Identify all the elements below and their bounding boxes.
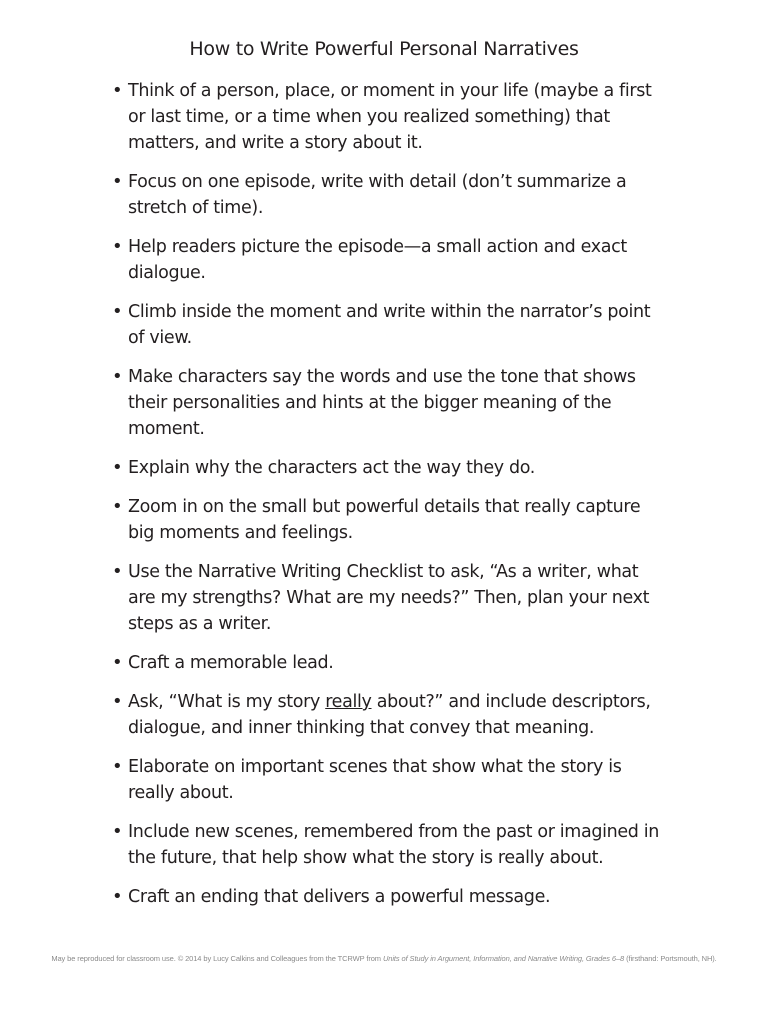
list-item-text: Focus on one episode, write with detail (don’t summarize a stretch of time). — [128, 172, 627, 218]
list-item — [112, 299, 662, 351]
list-item — [112, 169, 662, 221]
list-item-text: Craft a memorable lead. — [128, 653, 334, 673]
list-item-text: Include new scenes, remembered from the past or imagined in the future, that help show what the story is really about. — [128, 822, 660, 868]
footer-prefix: May be reproduced for classroom use. © 2014 by Lucy Calkins and Colleagues from the TCRWP from — [51, 954, 383, 963]
list-item-text: Make characters say the words and use the tone that shows their personalities and hints at the bigger meaning of the moment. — [128, 367, 636, 439]
list-item — [112, 689, 662, 741]
list-item — [112, 754, 662, 806]
list-item — [112, 559, 662, 637]
page-title: How to Write Powerful Personal Narratives — [189, 38, 579, 60]
list-item — [112, 494, 662, 546]
bullet-icon: • — [112, 756, 123, 777]
list-item-text-after: about?” and include descriptors, dialogue, and inner thinking that convey that meaning. — [128, 692, 651, 738]
list-item-text: Help readers picture the episode—a small action and exact dialogue. — [128, 237, 627, 283]
list-item — [112, 455, 662, 481]
tips-list — [112, 78, 662, 923]
bullet-icon: • — [112, 496, 123, 517]
list-item-text-before: Ask, “What is my story — [128, 692, 326, 712]
footer-book-title: Units of Study in Argument, Information, and Narrative Writing, Grades 6–8 — [382, 954, 625, 963]
bullet-icon: • — [112, 886, 123, 907]
list-item — [112, 819, 662, 871]
list-item-text: Elaborate on important scenes that show what the story is really about. — [128, 757, 622, 803]
list-item-text: Craft an ending that delivers a powerful message. — [128, 887, 551, 907]
list-item-text: Zoom in on the small but powerful details that really capture big moments and feelings. — [128, 497, 641, 543]
bullet-icon: • — [112, 457, 123, 478]
list-item-text-underlined: really — [325, 692, 372, 712]
list-item — [112, 650, 662, 676]
bullet-icon: • — [112, 561, 123, 582]
list-item-text: Climb inside the moment and write within the narrator’s point of view. — [128, 302, 651, 348]
bullet-icon: • — [112, 236, 123, 257]
bullet-icon: • — [112, 821, 123, 842]
bullet-icon: • — [112, 652, 123, 673]
list-item — [112, 78, 662, 156]
list-item-text — [128, 692, 651, 738]
bullet-icon: • — [112, 366, 123, 387]
bullet-icon: • — [112, 301, 123, 322]
list-item — [112, 234, 662, 286]
copyright-footer — [0, 954, 768, 963]
bullet-icon: • — [112, 80, 123, 101]
list-item — [112, 364, 662, 442]
list-item-text: Think of a person, place, or moment in your life (maybe a first or last time, or a time when you realized something) that matters, and write a story about it. — [128, 81, 652, 153]
footer-suffix: (firsthand: Portsmouth, NH). — [624, 954, 717, 963]
list-item — [112, 884, 662, 910]
bullet-icon: • — [112, 171, 123, 192]
bullet-icon: • — [112, 691, 123, 712]
list-item-text: Use the Narrative Writing Checklist to ask, “As a writer, what are my strengths? What are my needs?” Then, plan your next steps as a writer. — [128, 562, 650, 634]
list-item-text: Explain why the characters act the way they do. — [128, 458, 535, 478]
